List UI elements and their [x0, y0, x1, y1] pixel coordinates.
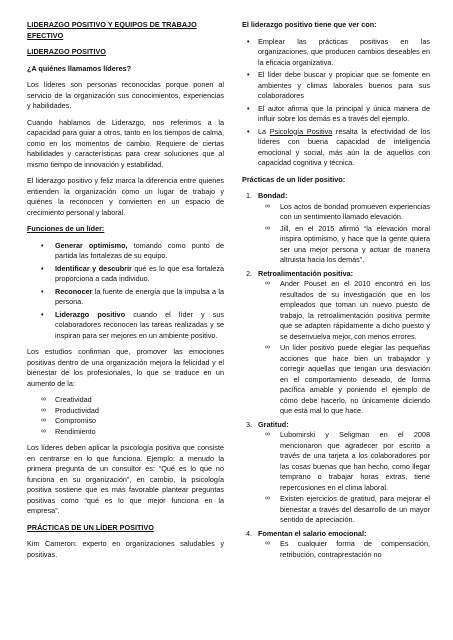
list-item: • Identificar y descubrir qué es lo que esa fortaleza proporciona a cada individuo. [27, 264, 224, 285]
practice-item: 3. Gratitud: ∞ Lubomirski y Seligman en el 2008 mencionaron que agradecer por escrito a través de una tarjeta a los colaboradores por las cosas buenas que han hecho, como llegar temprano o trabajar horas extras, tiene repercusiones en el clima laboral. ∞ Existen ejercicios de gratitud, para mejorar el bienestar a través del desarrollo de un mayor sentido de apreciación. [242, 420, 430, 526]
practice-title: Bondad: [258, 191, 288, 200]
right-column [242, 20, 430, 563]
list-item: ∞ Creatividad [27, 395, 224, 406]
sub-item: ∞ Ander Pouset en el 2010 encontró en los resultados de su investigación que en los empleados que toman un nuevo puesto de trabajo, la retroalimentación positiva permite que se adapten rápidamente a dicho puesto y se desenvuelva mejor, con menos errores. [258, 279, 430, 342]
list-item: ∞ Productividad [27, 406, 224, 417]
psicologia-positiva-link: Psicología Positiva [269, 126, 333, 136]
question-heading: ¿A quiénes llamamos líderes? [27, 63, 132, 73]
functions-heading: Funciones de un líder: [27, 224, 105, 233]
paragraph: Los líderes son personas reconocidas porque ponen al servicio de la organización sus conocimientos, experiencias y habilidades. [27, 80, 224, 110]
paragraph: Los estudios confirman que, promover las emociones positivas dentro de una organización mejora la felicidad y el bienestar de los profesionales, lo que se traduce en un aumento de la: [27, 347, 224, 388]
list-item: • Generar optimismo, tomando como punto de partida las fortalezas de su equipo. [27, 241, 224, 262]
sub-item: ∞ Jill, en el 2015 afirmó “la elevación moral inspira optimismo, y hace que la gente quiera ser una mejor persona y actuar de manera altruista hacia los demás”. [258, 224, 430, 266]
list-item: • Emplear las prácticas positivas en las organizaciones, que producen cambios deseables en la eficacia organizativa. [242, 37, 430, 69]
benefits-list [27, 395, 224, 437]
practice-title: Retroalimentación positiva: [258, 268, 354, 278]
list-item: • Reconocer la fuente de energía que la impulsa a la persona. [27, 287, 224, 308]
paragraph: Kim Cameron: experto en organizaciones saludables y positivas. [27, 539, 224, 559]
list-item: • El líder debe buscar y propiciar que se fomente en ambientes y climas laborales buenos para sus colaboradores [242, 70, 430, 102]
right-heading: El liderazgo positivo tiene que ver con: [242, 20, 377, 29]
sub-item: ∞ Los actos de bondad promueven experiencias con un sentimiento llamado elevación. [258, 202, 430, 223]
left-column [27, 20, 224, 566]
sub-item: ∞ Existen ejercicios de gratitud, para mejorar el bienestar a través del desarrollo de un mayor sentido de apreciación. [258, 494, 430, 526]
paragraph: Los líderes deben aplicar la psicología positiva que consiste en centrarse en lo que funciona. Ejemplo: a menudo la primera pregunta de un consultor es: “Qué es lo que no funciona en su organización”, en cambio, la psicología positiva sostiene que es más favorable plantear preguntas positivas como “qué es lo que mejor funciona en la empresa”. [27, 443, 224, 515]
section-subtitle: LIDERAZGO POSITIVO [27, 47, 106, 56]
document-title: LIDERAZGO POSITIVO Y EQUIPOS DE TRABAJO EFECTIVO [27, 20, 197, 40]
practice-item: 1. Bondad: ∞ Los actos de bondad promueven experiencias con un sentimiento llamado elevación. ∞ Jill, en el 2015 afirmó “la elevación moral inspira optimismo, y hace que la gente quiera ser una mejor persona y actuar de manera altruista hacia los demás”. [242, 191, 430, 266]
practices-heading: PRÁCTICAS DE UN LÍDER POSITIVO [27, 522, 154, 532]
paragraph: Cuando hablamos de Liderazgo, nos referimos a la capacidad para guiar a otros, tanto en los tiempos de calma, como en los momentos de cambio. Requiere de ciertas habilidades y características para crear soluciones que al mismo tiempo de innovación y estabilidad. [27, 117, 224, 169]
practice-item: 2. Retroalimentación positiva: ∞ Ander Pouset en el 2010 encontró en los resultados de su investigación que en los empleados que toman un nuevo puesto de trabajo, la retroalimentación positiva permite que se adapten rápidamente a dicho puesto y se desenvuelva mejor, con menos errores. ∞ Un líder positivo puede elegiar las pequeñas acciones que hace bien un trabajador y corregir aquellas que tengan una desviación en el comportamiento deseado, de forma pacífica amable y poniendo el ejemplo de cómo debe hacerlo, no únicamente diciendo que está mal lo que hace. [242, 269, 430, 417]
functions-list [27, 241, 224, 342]
paragraph: El liderazgo positivo y feliz marca la diferencia entre quienes entienden la organización como un lugar de trabajo y quiénes la reconocen y convierten en un espacio de crecimiento personal y laboral. [27, 176, 224, 217]
practice-title: Gratitud: [258, 419, 289, 429]
practices-heading-right: Prácticas de un líder positivo: [242, 174, 346, 184]
practice-title: Fomentan el salario emocional: [258, 528, 367, 538]
list-item: ∞ Rendimiento [27, 427, 224, 438]
list-item: • La Psicología Positiva resalta la efectividad de los líderes con buena capacidad de inteligencia emocional y social, más aún la de aquellos con capacidad cognitiva y técnica. [242, 127, 430, 169]
list-item: • Liderazgo positivo cuando el líder y sus colaboradores reconocen las tareas realizadas y se inspiran para ser mejores en un ambiente positivo. [27, 310, 224, 342]
practices-list [242, 191, 430, 560]
positive-leadership-list [242, 37, 430, 169]
sub-item: ∞ Un líder positivo puede elegiar las pequeñas acciones que hace bien un trabajador y corregir aquellas que tengan una desviación en el comportamiento deseado, de forma pacífica amable y poniendo el ejemplo de cómo debe hacerlo, no únicamente diciendo que está mal lo que hace. [258, 343, 430, 417]
sub-item: ∞ Lubomirski y Seligman en el 2008 mencionaron que agradecer por escrito a través de una tarjeta a los colaboradores por las cosas buenas que han hecho, como llegar temprano o trabajar horas extras, tiene repercusiones en el clima laboral. [258, 430, 430, 493]
practice-item: 4. Fomentan el salario emocional: ∞ Es cualquier forma de compensación, retribución, contraprestación no [242, 529, 430, 561]
list-item: • El autor afirma que la principal y única manera de influir sobre los demás es a través del ejemplo. [242, 104, 430, 125]
sub-item: ∞ Es cualquier forma de compensación, retribución, contraprestación no [258, 539, 430, 560]
list-item: ∞ Compromiso [27, 416, 224, 427]
